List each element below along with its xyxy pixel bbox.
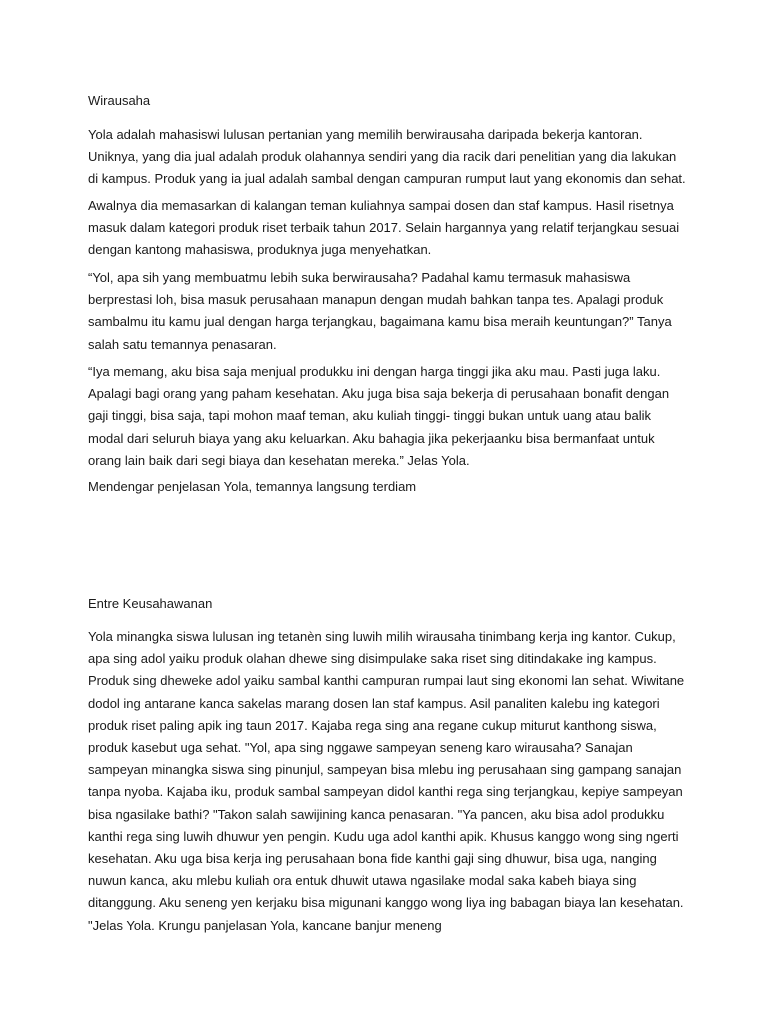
paragraph-answer: “Iya memang, aku bisa saja menjual produkku ini dengan harga tinggi jika aku mau. Pasti juga laku. Apalagi bagi orang yang paham kesehatan. Aku juga bisa saja bekerja di perusahaan bonafit dengan gaji tinggi, bisa saja, tapi mohon maaf teman, aku kuliah tinggi- tinggi bukan untuk uang atau balik modal dari seluruh biaya yang aku keluarkan. Aku bahagia jika pekerjaanku bisa bermanfaat untuk orang lain baik dari segi biaya dan kesehatan mereka.” Jelas Yola. <box>88 364 670 468</box>
paragraph-intro: Yola adalah mahasiswi lulusan pertanian yang memilih berwirausaha daripada bekerja kantoran. Uniknya, yang dia jual adalah produk olahannya sendiri yang dia racik dari penelitian yang dia lakukan di kampus. Produk yang ia jual adalah sambal dengan campuran rumput laut yang ekonomis dan sehat. <box>88 127 686 187</box>
paragraph-marketing: Awalnya dia memasarkan di kalangan teman kuliahnya sampai dosen dan staf kampus. Hasil risetnya masuk dalam kategori produk riset terbaik tahun 2017. Selain hargannya yang relatif terjangkau sesuai dengan kantong mahasiswa, produknya juga menyehatkan. <box>88 198 680 258</box>
section-title-wirausaha: Wirausaha <box>88 93 151 108</box>
section-title-entre-keusahawanan: Entre Keusahawanan <box>88 596 213 611</box>
paragraph-javanese-translation: Yola minangka siswa lulusan ing tetanèn sing luwih milih wirausaha tinimbang kerja ing kantor. Cukup, apa sing adol yaiku produk olahan dhewe sing disimpulake saka riset sing ditindakake ing kampus. Produk sing dheweke adol yaiku sambal kanthi campuran rumpai laut sing ekonomi lan sehat. Wiwitane dodol ing antarane kanca sakelas marang dosen lan staf kampus. Asil panaliten kalebu ing kategori produk riset paling apik ing taun 2017. Kajaba rega sing ana regane cukup miturut kanthong siswa, produk kasebut uga sehat. "Yol, apa sing nggawe sampeyan seneng karo wirausaha? Sanajan sampeyan minangka siswa sing pinunjul, sampeyan bisa mlebu ing perusahaan sing gampang sanajan tanpa nyoba. Kajaba iku, produk sambal sampeyan didol kanthi rega sing terjangkau, kepiye sampeyan bisa ngasilake bathi? "Takon salah sawijining kanca penasaran. "Ya pancen, aku bisa adol produkku kanthi rega sing luwih dhuwur yen pengin. Kudu uga adol kanthi apik. Khusus kanggo wong sing ngerti kesehatan. Aku uga bisa kerja ing perusahaan bona fide kanthi gaji sing dhuwur, bisa uga, nanging nuwun kanca, aku mlebu kuliah ora entuk dhuwit utawa ngasilake modal saka kabeh biaya sing ditanggung. Aku seneng yen kerjaku bisa migunani kanggo wong liya ing babagan biaya lan kesehatan. "Jelas Yola. Krungu panjelasan Yola, kancane banjur meneng <box>88 629 685 933</box>
paragraph-closing: Mendengar penjelasan Yola, temannya langsung terdiam <box>88 479 417 494</box>
paragraph-question: “Yol, apa sih yang membuatmu lebih suka berwirausaha? Padahal kamu termasuk mahasiswa berprestasi loh, bisa masuk perusahaan manapun dengan mudah bahkan tanpa tes. Apalagi produk sambalmu itu kamu jual dengan harga terjangkau, bagaimana kamu bisa meraih keuntungan?” Tanya salah satu temannya penasaran. <box>88 270 672 352</box>
